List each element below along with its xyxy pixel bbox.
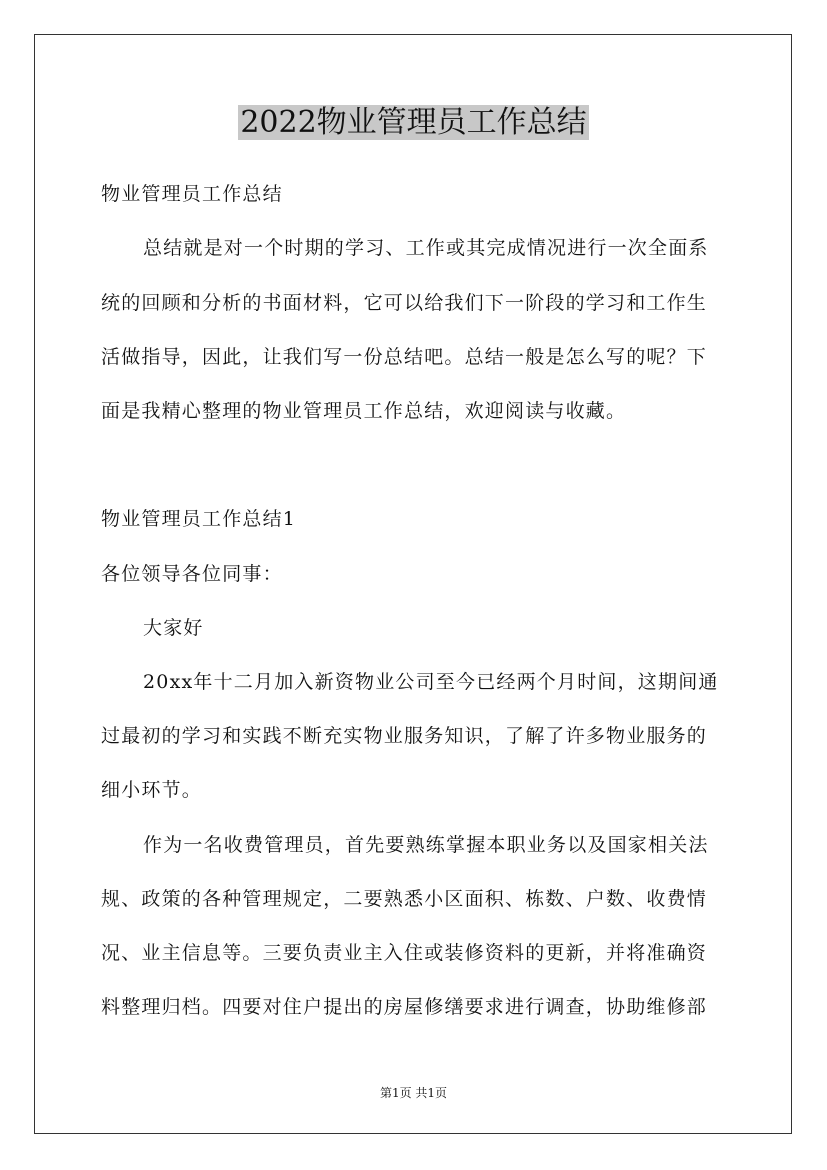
section-heading: 物业管理员工作总结1 [101,508,297,530]
document-title [0,103,827,143]
paragraph-line: 料整理归档。四要对住户提出的房屋修缮要求进行调查，协助维修部 [101,996,708,1018]
paragraph-line: 20xx年十二月加入新资物业公司至今已经两个月时间，这期间通 [143,671,719,693]
salutation: 各位领导各位同事： [101,563,283,585]
paragraph-line: 规、政策的各种管理规定，二要熟悉小区面积、栋数、户数、收费情 [101,888,708,910]
paragraph-line: 面是我精心整理的物业管理员工作总结，欢迎阅读与收藏。 [101,400,627,422]
page-number-footer: 第1页 共1页 [379,1086,448,1100]
paragraph-line: 过最初的学习和实践不断充实物业服务知识，了解了许多物业服务的 [101,725,708,747]
document-title-text: 2022物业管理员工作总结 [240,105,587,140]
greeting: 大家好 [143,617,204,639]
paragraph-line: 统的回顾和分析的书面材料，它可以给我们下一阶段的学习和工作生 [101,292,708,314]
paragraph-line: 细小环节。 [101,779,203,801]
section-heading: 物业管理员工作总结 [101,183,283,205]
paragraph-line: 作为一名收费管理员，首先要熟练掌握本职业务以及国家相关法 [143,834,709,856]
paragraph-line: 总结就是对一个时期的学习、工作或其完成情况进行一次全面系 [143,237,709,259]
paragraph-line: 况、业主信息等。三要负责业主入住或装修资料的更新，并将准确资 [101,942,708,964]
paragraph-line: 活做指导，因此，让我们写一份总结吧。总结一般是怎么写的呢？下 [101,346,708,368]
